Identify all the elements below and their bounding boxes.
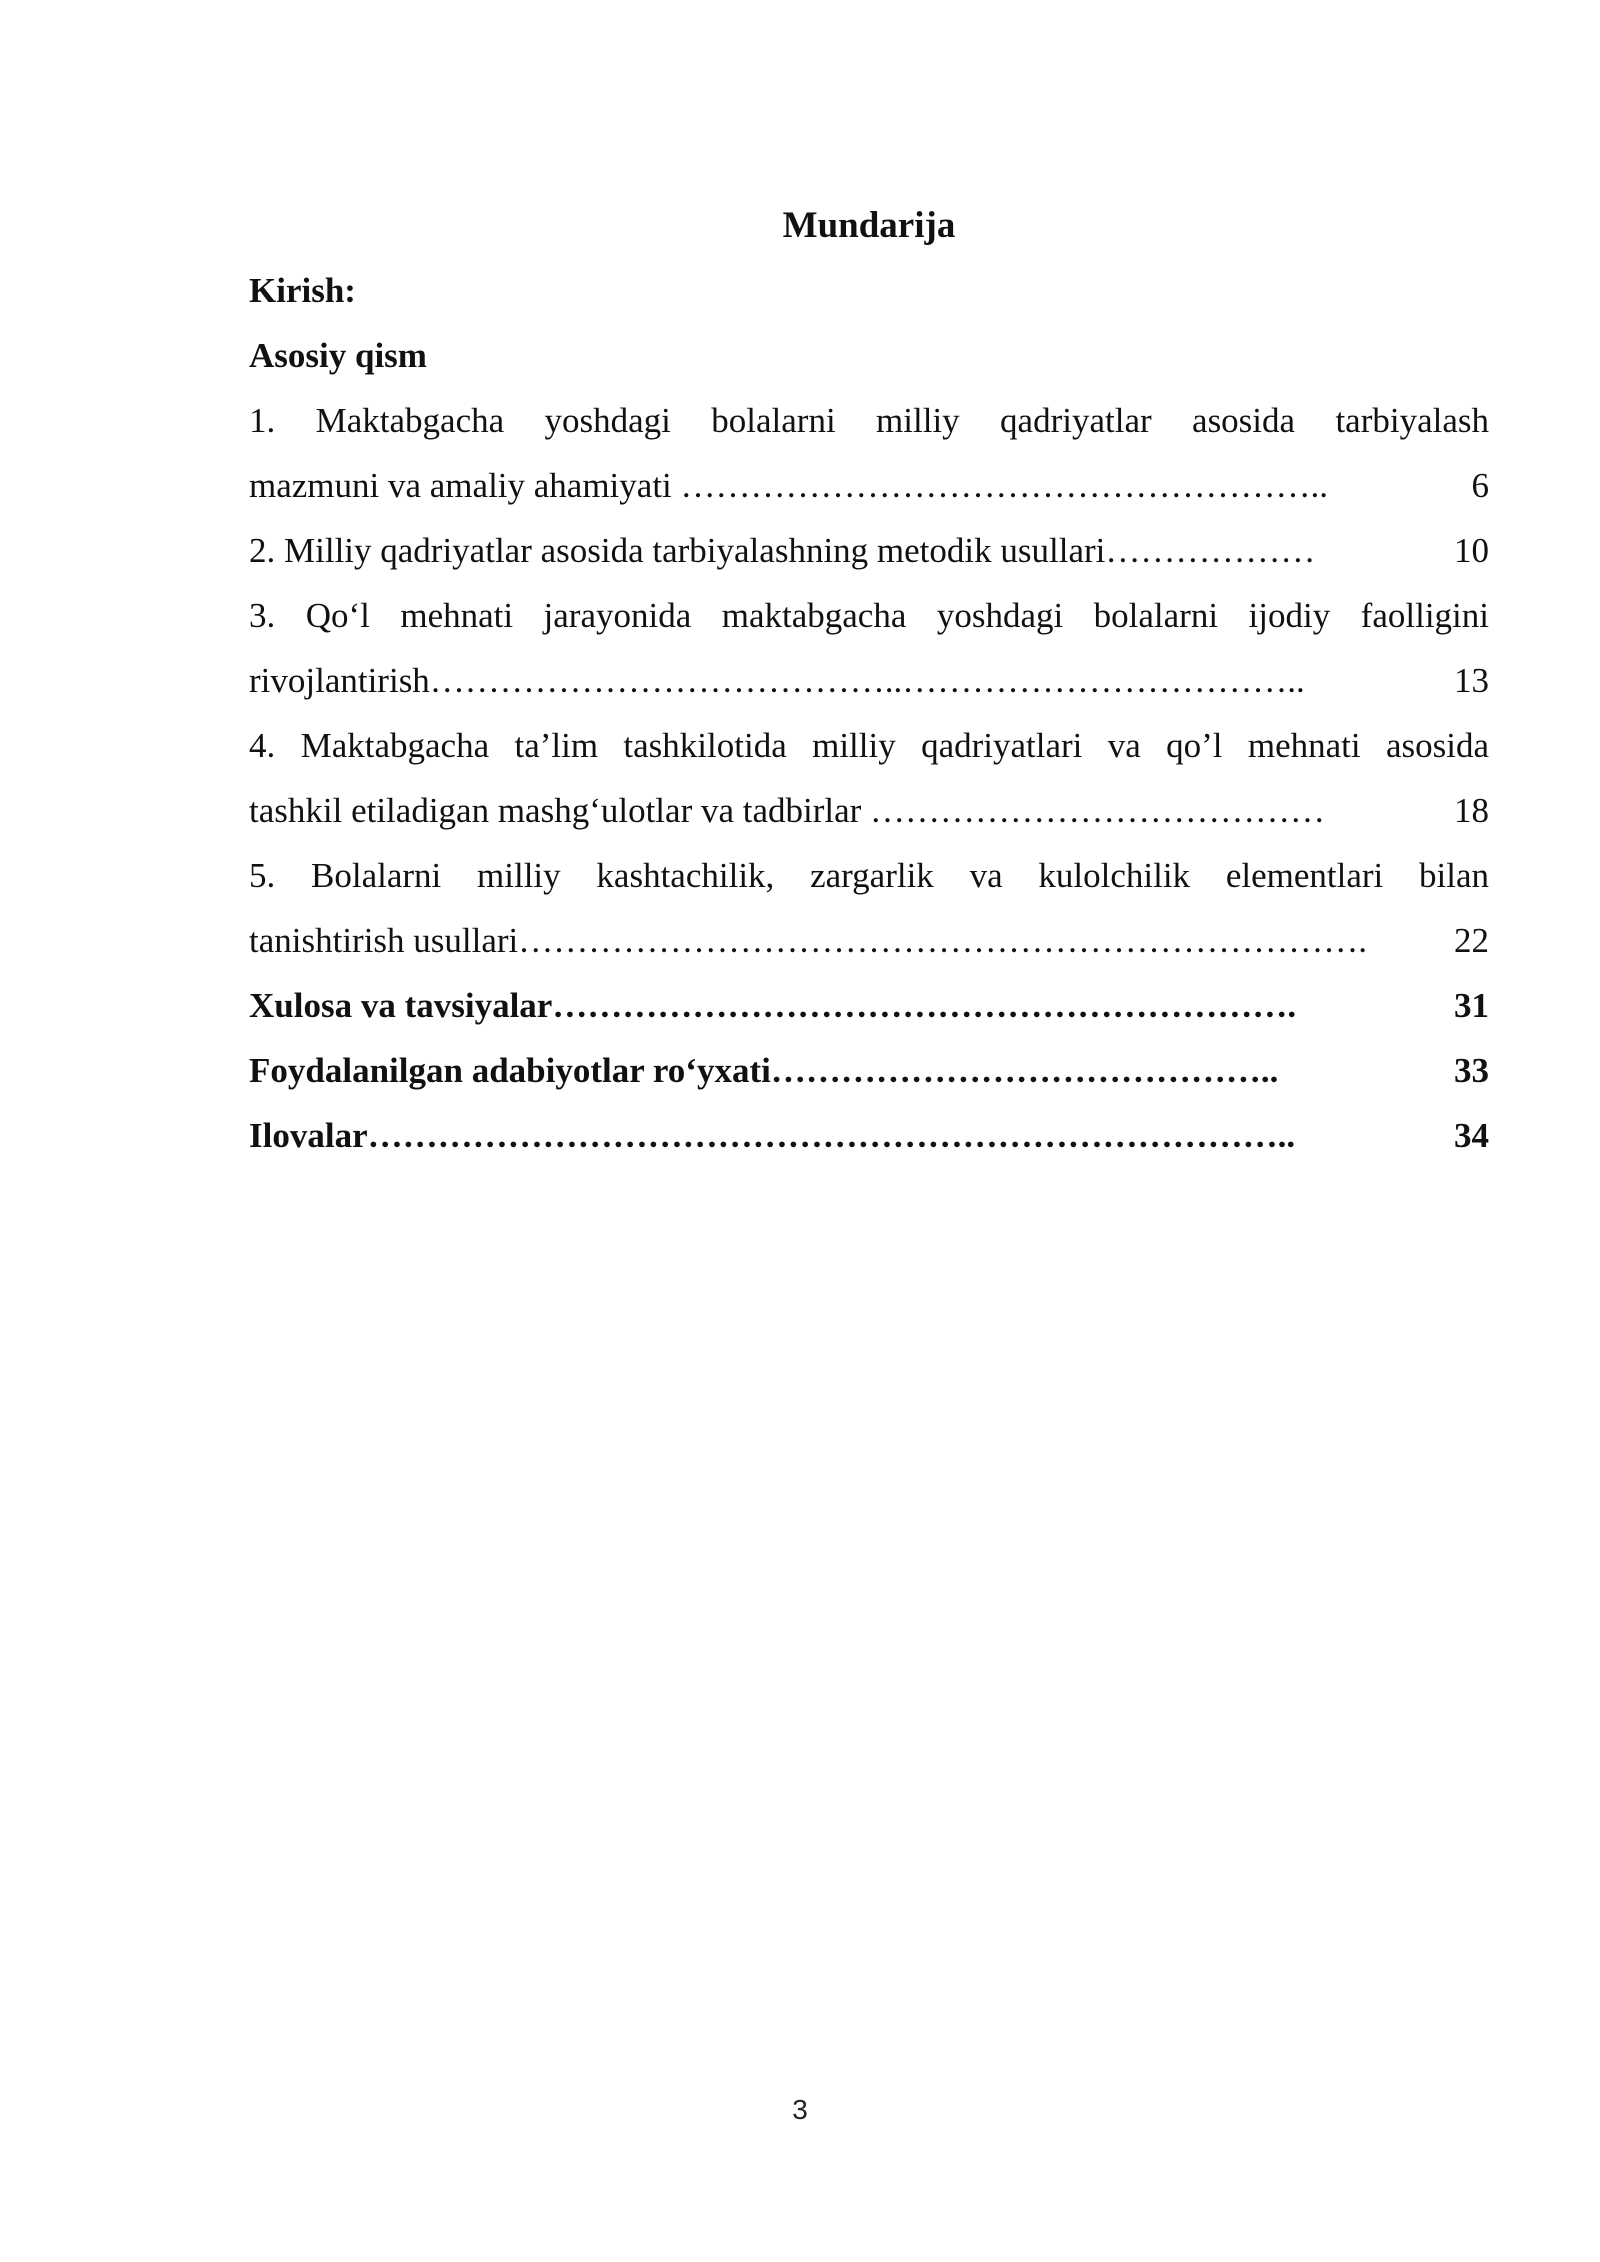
toc-entry-1-page: 6 <box>1471 466 1489 505</box>
toc-entry-appendices <box>249 1103 1489 1168</box>
toc-entry-3-leader: rivojlantirish…………………………………..…………………………….. <box>249 661 1305 700</box>
toc-entry-3-page: 13 <box>1454 661 1489 700</box>
toc-entry-4-line-2 <box>249 778 1489 843</box>
toc-entry-1-line-1: 1. Maktabgacha yoshdagi bolalarni milliy qadriyatlar asosida tarbiyalash <box>249 401 1489 440</box>
toc-entry-3-line-2 <box>249 648 1489 713</box>
toc-title: Mundarija <box>782 205 956 246</box>
page-number: 3 <box>792 2094 808 2125</box>
toc-entry-2 <box>249 518 1489 583</box>
toc-entry-4-page: 18 <box>1454 791 1489 830</box>
toc-entry-conclusion-leader: Xulosa va tavsiyalar………………………………………………………. <box>249 986 1297 1025</box>
toc-entry-appendices-leader: Ilovalar…………………………………………………………………….. <box>249 1116 1296 1155</box>
toc-heading-introduction: Kirish: <box>249 271 356 310</box>
toc-entry-4-line-1: 4. Maktabgacha ta’lim tashkilotida milliy qadriyatlari va qo’l mehnati asosida <box>249 726 1489 765</box>
toc-entry-4-leader: tashkil etiladigan mashg‘ulotlar va tadbirlar ………………………………… <box>249 791 1326 830</box>
toc-entry-references-page: 33 <box>1454 1051 1489 1090</box>
toc-entry-conclusion-page: 31 <box>1454 986 1489 1025</box>
toc-entry-5-line-2 <box>249 908 1489 973</box>
toc-entry-1-line-2 <box>249 453 1489 518</box>
toc-entry-references-leader: Foydalanilgan adabiyotlar ro‘yxati…………………………………….. <box>249 1051 1279 1090</box>
toc-entry-3-line-1: 3. Qo‘l mehnati jarayonida maktabgacha yoshdagi bolalarni ijodiy faolligini <box>249 596 1489 635</box>
toc-entry-5-line-1: 5. Bolalarni milliy kashtachilik, zargarlik va kulolchilik elementlari bilan <box>249 856 1489 895</box>
toc-entry-2-page: 10 <box>1454 531 1489 570</box>
toc-entry-references <box>249 1038 1489 1103</box>
toc-entry-appendices-page: 34 <box>1454 1116 1489 1155</box>
toc-entry-2-leader: 2. Milliy qadriyatlar asosida tarbiyalashning metodik usullari……………… <box>249 531 1316 570</box>
toc-heading-main-part: Asosiy qism <box>249 336 427 375</box>
toc-entry-5-leader: tanishtirish usullari………………………………………………………………. <box>249 921 1368 960</box>
toc-entry-1-leader: mazmuni va amaliy ahamiyati ……………………………………………….. <box>249 466 1329 505</box>
toc-entry-conclusion <box>249 973 1489 1038</box>
table-of-contents <box>249 193 1489 1168</box>
toc-entry-5-page: 22 <box>1454 921 1489 960</box>
